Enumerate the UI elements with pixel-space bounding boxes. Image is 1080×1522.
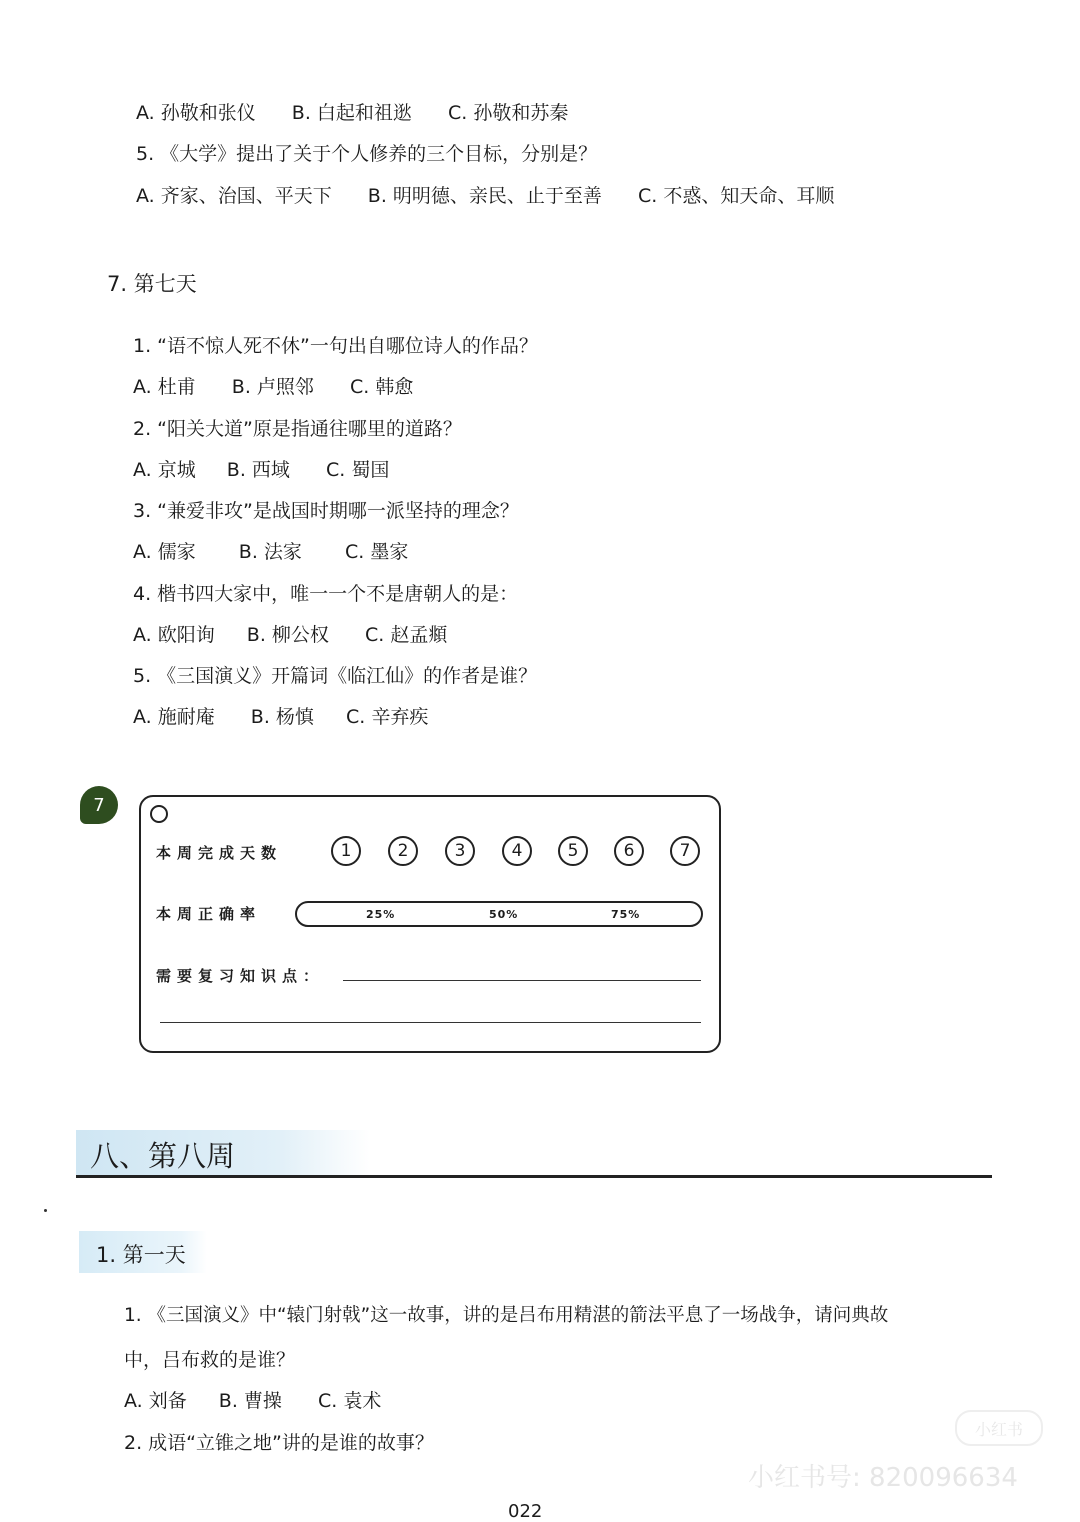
option: B. 白起和祖逖	[291, 102, 412, 124]
s8-q2: 2. 成语“立锥之地”讲的是谁的故事？	[124, 1432, 434, 1454]
option: A. 刘备	[124, 1390, 187, 1412]
option: A. 京城	[133, 459, 196, 481]
day7-q4: 4. 楷书四大家中，唯一一个不是唐朝人的是：	[133, 583, 519, 605]
day-circle-4[interactable]: 4	[502, 836, 532, 866]
option: C. 赵孟頫	[364, 624, 448, 646]
option: B. 法家	[238, 541, 302, 563]
day7-q2: 2. “阳关大道”原是指通往哪里的道路？	[133, 418, 462, 440]
option: C. 辛弃疾	[345, 706, 429, 728]
review-line-1[interactable]	[343, 980, 701, 981]
day7-q1: 1. “语不惊人死不休”一句出自哪位诗人的作品？	[133, 335, 538, 357]
day-circle-2[interactable]: 2	[388, 836, 418, 866]
review-label: 需要复习知识点：	[156, 967, 325, 985]
day1-heading: 1. 第一天	[96, 1243, 186, 1267]
punch-hole-icon	[150, 805, 168, 823]
day7-q5: 5. 《三国演义》开篇词《临江仙》的作者是谁？	[133, 665, 538, 687]
days-label: 本周完成天数	[156, 844, 283, 862]
day-circle-1[interactable]: 1	[331, 836, 361, 866]
option: A. 施耐庵	[133, 706, 215, 728]
page-number: 022	[508, 1501, 543, 1522]
watermark-id: 小红书号: 820096634	[748, 1463, 1018, 1493]
option: A. 齐家、治国、平天下	[136, 185, 332, 207]
day-circle-3[interactable]: 3	[445, 836, 475, 866]
day7-q4-options	[133, 626, 447, 645]
option: C. 袁术	[317, 1390, 382, 1412]
accuracy-mark-25: 25%	[366, 908, 396, 921]
prev-q4-options	[136, 104, 568, 123]
s8-q1-line1: 1. 《三国演义》中“辕门射戟”这一故事，讲的是吕布用精湛的箭法平息了一场战争，请问典故	[124, 1305, 889, 1326]
day-circle-7[interactable]: 7	[670, 836, 700, 866]
day7-q2-options	[133, 461, 389, 480]
option: C. 蜀国	[325, 459, 390, 481]
day7-heading: 7. 第七天	[107, 272, 197, 296]
review-line-2[interactable]	[160, 1022, 701, 1023]
day7-q1-options	[133, 378, 413, 397]
option: C. 韩愈	[349, 376, 414, 398]
day7-q5-options	[133, 708, 428, 727]
s8-q1-options	[124, 1392, 381, 1411]
option: B. 明明德、亲民、止于至善	[367, 185, 602, 207]
accuracy-mark-75: 75%	[611, 908, 641, 921]
accuracy-mark-50: 50%	[489, 908, 519, 921]
option: C. 孙敬和苏秦	[447, 102, 569, 124]
option: B. 西域	[226, 459, 290, 481]
accuracy-label: 本周正确率	[156, 905, 262, 923]
option: A. 孙敬和张仪	[136, 102, 256, 124]
option: C. 墨家	[344, 541, 409, 563]
option: B. 柳公权	[246, 624, 329, 646]
watermark-logo: 小红书	[955, 1410, 1043, 1446]
prev-q5-options	[136, 187, 834, 206]
day7-q3-options	[133, 543, 408, 562]
prev-q5: 5. 《大学》提出了关于个人修养的三个目标，分别是？	[136, 143, 598, 165]
option: A. 杜甫	[133, 376, 196, 398]
stray-dot	[44, 1209, 47, 1212]
option: B. 曹操	[218, 1390, 282, 1412]
option: A. 儒家	[133, 541, 196, 563]
week-badge: 7	[80, 786, 118, 824]
day-circle-6[interactable]: 6	[614, 836, 644, 866]
section-title: 八、第八周	[90, 1139, 236, 1173]
option: A. 欧阳询	[133, 624, 215, 646]
option: C. 不惑、知天命、耳顺	[637, 185, 835, 207]
day7-q3: 3. “兼爱非攻”是战国时期哪一派坚持的理念？	[133, 500, 519, 522]
day-circle-5[interactable]: 5	[558, 836, 588, 866]
section-divider	[76, 1175, 992, 1178]
option: B. 卢照邻	[231, 376, 314, 398]
s8-q1-line2: 中，吕布救的是谁？	[124, 1349, 296, 1371]
option: B. 杨慎	[250, 706, 314, 728]
